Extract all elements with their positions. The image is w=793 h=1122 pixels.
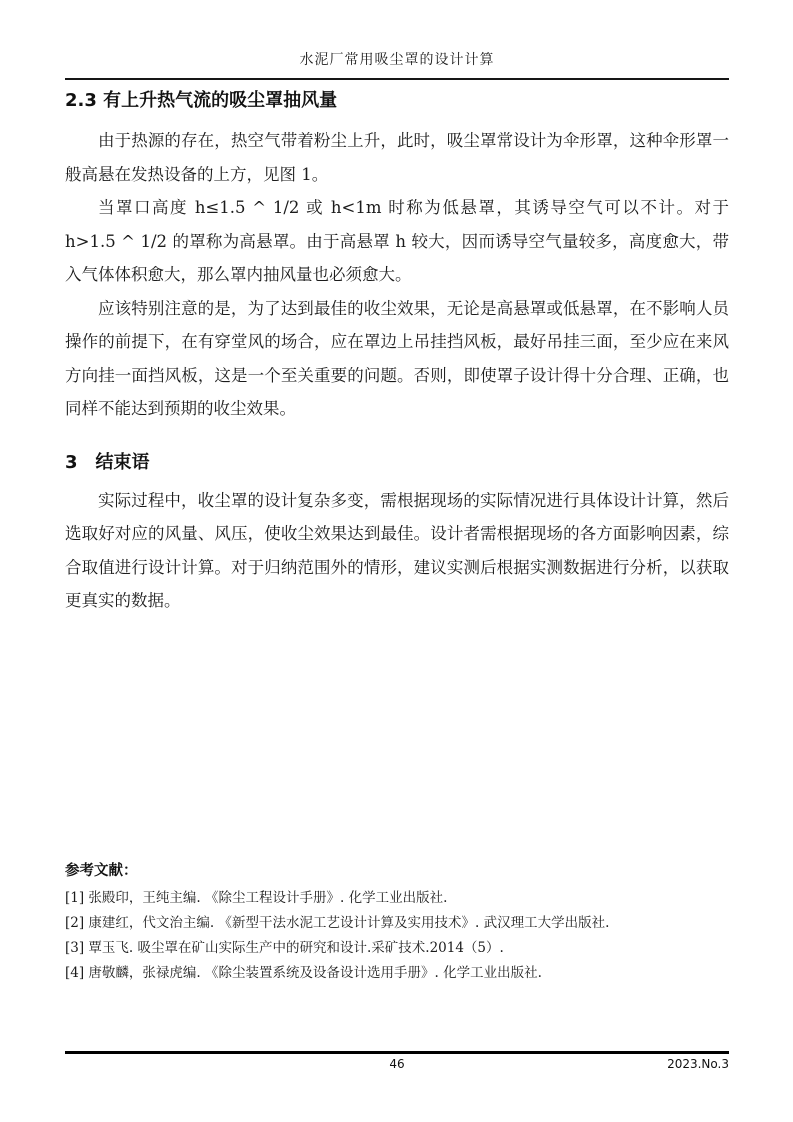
section-2-3-heading: 2.3 有上升热气流的吸尘罩抽风量 (65, 90, 338, 111)
body-paragraph: 由于热源的存在，热空气带着粉尘上升，此时，吸尘罩常设计为伞形罩，这种伞形罩一般高悬在发热设备的上方，见图 1。 (65, 131, 729, 184)
header-rule (65, 78, 729, 80)
footer-rule (65, 1051, 729, 1054)
running-title: 水泥厂常用吸尘罩的设计计算 (299, 52, 495, 68)
body-paragraph: 应该特别注意的是，为了达到最佳的收尘效果，无论是高悬罩或低悬罩，在不影响人员操作的前提下，在有穿堂风的场合，应在罩边上吊挂挡风板，最好吊挂三面，至少应在来风方向挂一面挡风板，这是一个至关重要的问题。否则，即使罩子设计得十分合理、正确，也同样不能达到预期的收尘效果。 (65, 298, 729, 418)
reference-item: [4] 唐敬麟，张禄虎编. 《除尘装置系统及设备设计选用手册》. 化学工业出版社. (65, 965, 542, 981)
body-paragraph: 实际过程中，收尘罩的设计复杂多变，需根据现场的实际情况进行具体设计计算，然后选取好对应的风量、风压，使收尘效果达到最佳。设计者需根据现场的各方面影响因素，综合取值进行设计计算。对于归纳范围外的情形，建议实测后根据实测数据进行分析，以获取更真实的数据。 (65, 490, 729, 610)
page-footer (65, 1051, 729, 1071)
body-paragraph: 当罩口高度 h≤1.5 ^ 1/2 或 h<1m 时称为低悬罩，其诱导空气可以不计。对于 h>1.5 ^ 1/2 的罩称为高悬罩。由于高悬罩 h 较大，因而诱导空气量较多，高度愈大，带入气体体积愈大，那么罩内抽风量也必须愈大。 (65, 198, 729, 284)
footer-row (65, 1057, 729, 1071)
reference-item: [3] 覃玉飞. 吸尘罩在矿山实际生产中的研究和设计.采矿技术.2014（5）. (65, 940, 504, 956)
references-heading: 参考文献： (65, 863, 138, 879)
issue-label: 2023.No.3 (667, 1057, 729, 1071)
reference-item: [2] 康建红，代文治主编. 《新型干法水泥工艺设计计算及实用技术》. 武汉理工大学出版社. (65, 915, 610, 931)
references-section (65, 860, 729, 986)
reference-item: [1] 张殿印，王纯主编. 《除尘工程设计手册》. 化学工业出版社. (65, 890, 448, 906)
section-3-heading: 3 结束语 (65, 451, 150, 473)
page-content (65, 0, 729, 618)
page-number: 46 (389, 1057, 405, 1071)
